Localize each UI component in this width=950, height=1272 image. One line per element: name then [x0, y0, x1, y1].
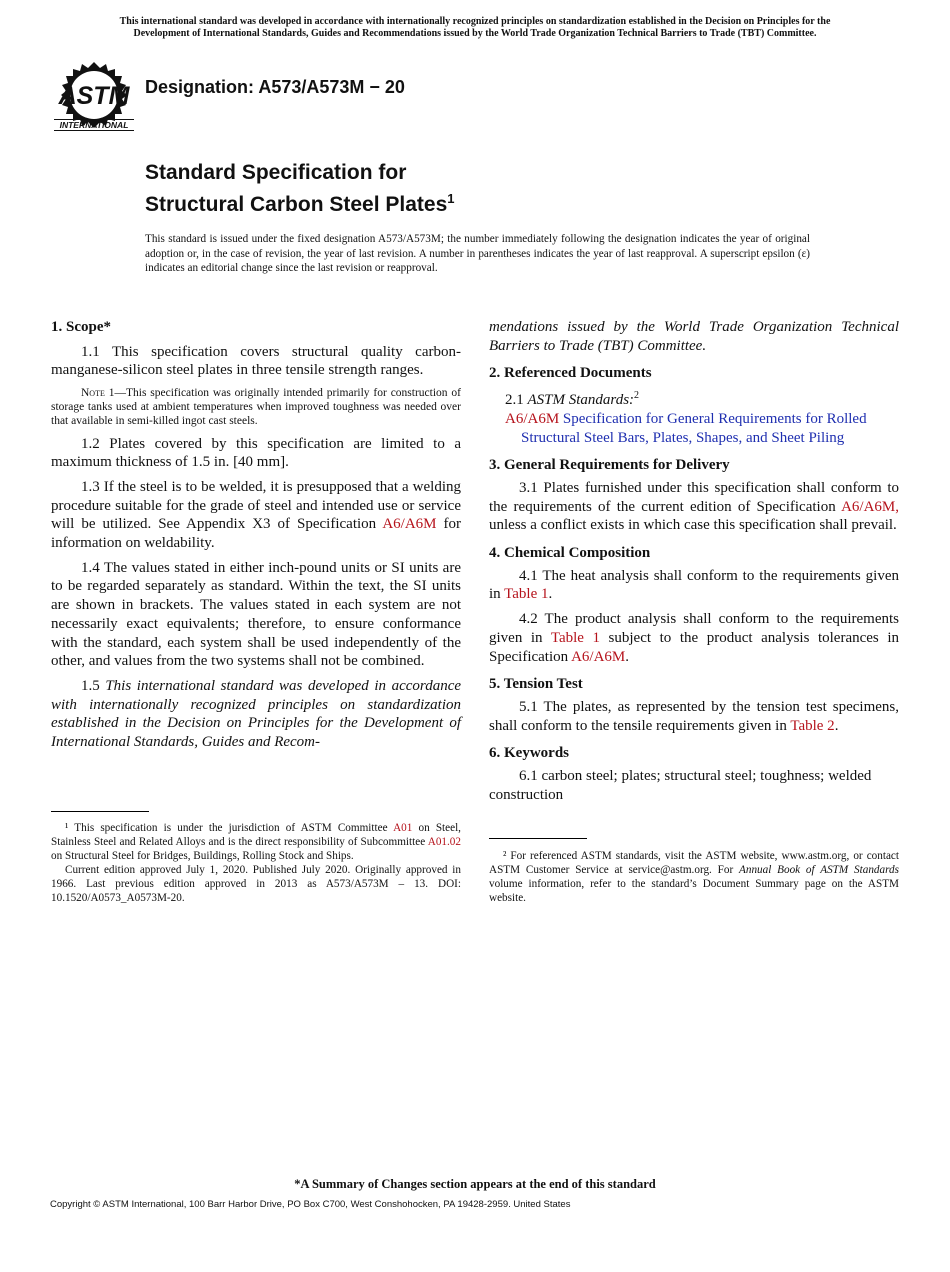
link-table-1[interactable]: Table 1 [504, 586, 549, 603]
para-4-2 [489, 610, 899, 666]
footnote-1-body [51, 821, 461, 863]
right-column [489, 318, 899, 804]
fn1-text-b: on Steel, Stainless Steel and Related Alloys and is the direct responsibility of Subcommittee [51, 822, 461, 848]
para-1-3-text-end: for information on weldability. [51, 516, 461, 552]
footnote-2 [489, 849, 899, 905]
para-1-5-text: This international standard was developed in accordance with internationally recognized principles on standardization established in the Decision on Principles for the Development of International Standards, Guides and Recom- [51, 677, 462, 751]
note-1 [51, 387, 461, 428]
link-a6-a6m-3[interactable]: A6/A6M, [841, 498, 899, 515]
footnote-marker-2[interactable]: 2 [634, 390, 640, 402]
para-4-2-text: 4.2 The product analysis shall conform to the requirements given in [489, 611, 899, 646]
heading-chemical-composition: 4. Chemical Composition [489, 545, 651, 562]
para-1-4: 1.4 The values stated in either inch-pound units or SI units are to be regarded separately as standard. Within the text, the SI units are shown in brackets. The values stated in each system are not necessarily exact equivalents; therefore, to ensure conformance with the standard, each system shall be used independently of the other, and values from the two systems shall not be combined. [51, 559, 461, 670]
issuance-notice: This standard is issued under the fixed designation A573/A573M; the number immediately following the designation indicates the year of original adoption or, in the case of revision, the year of last revision. A number in parentheses indicates the year of last reapproval. A superscript epsilon (ε) indicates an editorial change since the last revision or reapproval. [145, 233, 810, 275]
para-1-2: 1.2 Plates covered by this specification are limited to a maximum thickness of 1.5 in. [40 mm]. [51, 435, 461, 471]
title-line-1: Standard Specification for [145, 161, 407, 184]
para-4-2-mid: subject to the product analysis tolerances in Specification [489, 629, 899, 665]
ref-title-a6-a6m[interactable]: Specification for General Requirements for Rolled Structural Steel Bars, Plates, Shapes, and Sheet Piling [521, 410, 867, 446]
fn2-text-a: ² For referenced ASTM standards, visit the ASTM website, www.astm.org, or contact ASTM Customer Service at service@astm.org. For [489, 850, 899, 876]
heading-keywords: 6. Keywords [489, 745, 569, 762]
footnote-marker-1[interactable]: 1 [447, 191, 455, 206]
para-3-1-text: 3.1 Plates furnished under this specification shall conform to the requirements of the current edition of Specification [489, 479, 899, 515]
link-a6-a6m-4[interactable]: A6/A6M [571, 648, 626, 665]
para-2-1-label: ASTM Standards: [527, 392, 635, 409]
note-text: 1—This specification was originally intended primarily for construction of storage tanks used at ambient temperatures when improved toughness was needed over that available in semi-killed ingot cast steels. [51, 387, 461, 427]
heading-tension-test: 5. Tension Test [489, 676, 583, 693]
para-5-1-text: 5.1 The plates, as represented by the tension test specimens, shall conform to the tensile requirements given in [489, 698, 899, 734]
fn1-text-a: ¹ This specification is under the jurisdiction of ASTM Committee [65, 822, 394, 834]
designation: Designation: A573/A573M − 20 [145, 77, 405, 97]
para-2-1-num: 2.1 [505, 392, 528, 409]
page-title [145, 160, 455, 218]
para-2-1 [489, 387, 899, 410]
footnote-rule-left [51, 811, 149, 812]
heading-referenced-documents: 2. Referenced Documents [489, 365, 652, 382]
banner-line-1: This international standard was developed in accordance with internationally recognized principles on standardization established in the Decision on Principles for the [119, 16, 831, 27]
para-5-1-end: . [834, 717, 839, 734]
para-1-3-text: 1.3 If the steel is to be welded, it is presupposed that a welding procedure suitable for the grade of steel and intended use or service will be utilized. See Appendix X3 of Specification [51, 478, 461, 533]
link-a6-a6m[interactable]: A6/A6M [382, 516, 437, 533]
para-1-1: 1.1 This specification covers structural quality carbon-manganese-silicon steel plates in three tensile strength ranges. [51, 343, 461, 379]
title-text: Structural Carbon Steel Plates [145, 193, 448, 216]
logo-text: INTERNATIONAL [54, 119, 134, 131]
para-3-1 [489, 479, 899, 535]
banner-line-2: Development of International Standards, Guides and Recommendations issued by the World Trade Organization Technical Barriers to Trade (TBT) Committee. [133, 28, 817, 39]
link-committee-a01[interactable]: A01 [393, 822, 413, 834]
para-4-2-end: . [625, 648, 629, 665]
copyright: Copyright © ASTM International, 100 Barr Harbor Drive, PO Box C700, West Conshohocken, PA 19428-2959. United States [50, 1199, 571, 1210]
para-4-1-text: 4.1 The heat analysis shall conform to the requirements given in [489, 567, 899, 603]
fn2-text-b: volume information, refer to the standard’s Document Summary page on the ASTM website. [489, 878, 899, 904]
title-line-2 [145, 186, 455, 218]
para-4-1 [489, 567, 899, 604]
para-3-1-text-end: unless a conflict exists in which case this specification shall prevail. [489, 517, 897, 534]
svg-text:ASTM: ASTM [58, 82, 130, 110]
para-5-1 [489, 698, 899, 735]
referenced-standard-a6[interactable] [489, 410, 899, 447]
para-1-5-cont: mendations issued by the World Trade Organization Technical Barriers to Trade (TBT) Committee. [489, 319, 899, 354]
tbt-banner [50, 16, 900, 40]
astm-logo-icon [54, 60, 134, 134]
fn2-book-title: Annual Book of ASTM Standards [739, 864, 899, 876]
ref-code-a6-a6m[interactable]: A6/A6M [505, 410, 560, 427]
footnote-rule-right [489, 838, 587, 839]
left-column [51, 318, 461, 752]
heading-general-requirements: 3. General Requirements for Delivery [489, 457, 730, 474]
para-1-5-num: 1.5 [81, 677, 106, 694]
para-1-3 [51, 478, 461, 553]
footnote-1 [51, 821, 461, 905]
link-table-2[interactable]: Table 2 [790, 717, 835, 734]
link-table-1-b[interactable]: Table 1 [550, 629, 600, 646]
fn1-text-c: on Structural Steel for Bridges, Buildings, Rolling Stock and Ships. [51, 850, 354, 862]
summary-of-changes-note: *A Summary of Changes section appears at the end of this standard [294, 1177, 656, 1191]
para-1-5 [51, 677, 461, 752]
scope-heading: 1. Scope* [51, 319, 111, 335]
para-4-1-end: . [548, 586, 553, 603]
footnote-1-approval: Current edition approved July 1, 2020. Published July 2020. Originally approved in 1966. Last previous edition approved in 2013 as A573/A573M – 13. DOI: 10.1520/A0573_A0573M-20. [51, 864, 461, 904]
note-label: Note [81, 387, 105, 400]
link-subcommittee-a01-02[interactable]: A01.02 [427, 836, 461, 848]
para-6-1: 6.1 carbon steel; plates; structural steel; toughness; welded construction [489, 768, 872, 803]
